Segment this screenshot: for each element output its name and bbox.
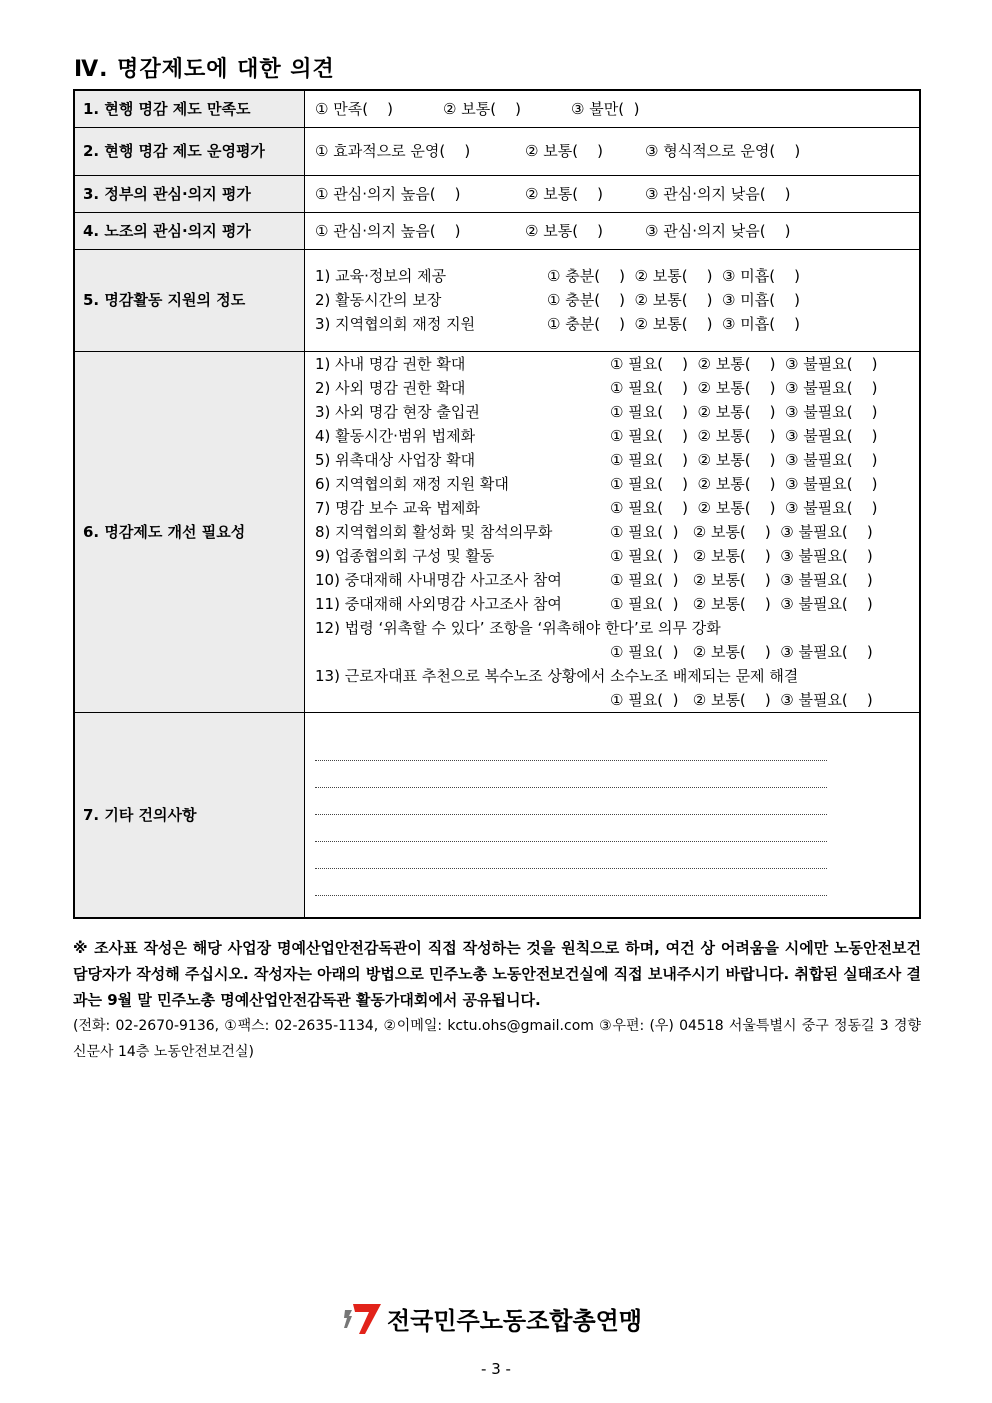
question-label: 6. 명감제도 개선 필요성 xyxy=(74,351,305,712)
sub-item-choices[interactable]: ① 필요( ) ② 보통( ) ③ 불필요( ) xyxy=(610,450,878,469)
instruction-note xyxy=(73,935,921,1065)
section-title: Ⅳ. 명감제도에 대한 의견 xyxy=(74,57,335,82)
option-2[interactable]: ② 보통( ) xyxy=(525,184,603,203)
option-3[interactable]: ③ 관심·의지 낮음( ) xyxy=(645,221,791,240)
option-3[interactable]: ③ 형식적으로 운영( ) xyxy=(645,142,801,160)
sub-item-label: 5) 위촉대상 사업장 확대 xyxy=(315,450,476,469)
sub-item xyxy=(315,264,909,288)
sub-item-label: 3) 사외 명감 현장 출입권 xyxy=(315,402,480,421)
sub-item-label: 11) 중대재해 사외명감 사고조사 참여 xyxy=(315,594,562,613)
sub-item-choices[interactable]: ① 필요( ) ② 보통( ) ③ 불필요( ) xyxy=(610,426,878,445)
sub-item xyxy=(315,544,909,568)
sub-item xyxy=(315,400,909,424)
writing-line[interactable] xyxy=(315,815,827,842)
answer-cell xyxy=(305,175,921,212)
page-number: - 3 - xyxy=(481,1360,511,1378)
answer-cell xyxy=(305,249,921,351)
answer-cell xyxy=(305,351,921,712)
sub-item-label: 4) 활동시간·범위 법제화 xyxy=(315,426,476,445)
sub-item-label: 1) 교육·정보의 제공 xyxy=(315,267,447,285)
sub-item-12-choices[interactable]: ① 필요( ) ② 보통( ) ③ 불필요( ) xyxy=(610,642,873,661)
sub-item-label: 8) 지역협의회 활성화 및 참석의무화 xyxy=(315,522,553,541)
question-label: 5. 명감활동 지원의 정도 xyxy=(74,249,305,351)
question-row-6 xyxy=(74,351,920,712)
sub-item xyxy=(315,496,909,520)
option-3[interactable]: ③ 관심·의지 낮음( ) xyxy=(645,184,791,203)
writing-line[interactable] xyxy=(315,788,827,815)
question-row-4 xyxy=(74,212,920,249)
sub-item-choices[interactable]: ① 필요( ) ② 보통( ) ③ 불필요( ) xyxy=(610,474,878,493)
answer-cell xyxy=(305,127,921,175)
writing-line[interactable] xyxy=(315,761,827,788)
sub-item xyxy=(315,568,909,592)
sub-item xyxy=(315,448,909,472)
sub-item-choices[interactable]: ① 충분( ) ② 보통( ) ③ 미흡( ) xyxy=(547,267,800,285)
question-label: 3. 정부의 관심·의지 평가 xyxy=(74,175,305,212)
answer-cell xyxy=(305,212,921,249)
question-row-3 xyxy=(74,175,920,212)
option-2[interactable]: ② 보통( ) xyxy=(525,221,603,240)
sub-item-13-choices[interactable]: ① 필요( ) ② 보통( ) ③ 불필요( ) xyxy=(610,690,873,709)
kctu-logo xyxy=(343,1298,642,1338)
option-1[interactable]: ① 효과적으로 운영( ) xyxy=(315,142,471,160)
question-label: 7. 기타 건의사항 xyxy=(74,712,305,918)
sub-item-choices[interactable]: ① 필요( ) ② 보통( ) ③ 불필요( ) xyxy=(610,546,873,565)
sub-item-choices[interactable]: ① 충분( ) ② 보통( ) ③ 미흡( ) xyxy=(547,291,800,309)
sub-item-label: 2) 활동시간의 보장 xyxy=(315,291,442,309)
sub-item xyxy=(315,288,909,312)
option-1[interactable]: ① 만족( ) xyxy=(315,99,393,118)
sub-item-choices[interactable]: ① 필요( ) ② 보통( ) ③ 불필요( ) xyxy=(610,522,873,541)
sub-item-choices[interactable]: ① 필요( ) ② 보통( ) ③ 불필요( ) xyxy=(610,378,878,397)
logo-text: 전국민주노동조합총연맹 xyxy=(387,1306,643,1335)
sub-item-label: 1) 사내 명감 권한 확대 xyxy=(315,354,466,373)
contact-info: (전화: 02-2670-9136, ①팩스: 02-2635-1134, ②이메일: kctu.ohs@gmail.com ③우편: (우) 04518 서울특별시 중구 정동길 3 경향신문사 14층 노동안전보건실) xyxy=(73,1018,921,1060)
sub-item xyxy=(315,312,909,336)
sub-item xyxy=(315,472,909,496)
writing-line[interactable] xyxy=(315,869,827,896)
sub-item-choices[interactable]: ① 필요( ) ② 보통( ) ③ 불필요( ) xyxy=(610,354,878,373)
writing-line[interactable] xyxy=(315,842,827,869)
sub-item-label: 9) 업종협의회 구성 및 활동 xyxy=(315,546,495,565)
question-row-1 xyxy=(74,90,920,127)
option-2[interactable]: ② 보통( ) xyxy=(525,142,603,160)
sub-item-label: 2) 사외 명감 권한 확대 xyxy=(315,378,466,397)
sub-item-label: 6) 지역협의회 재정 지원 확대 xyxy=(315,474,509,493)
sub-item xyxy=(315,424,909,448)
sub-item xyxy=(315,520,909,544)
sub-item-12-text: 12) 법령 ‘위촉할 수 있다’ 조항을 ‘위촉해야 한다’로 의무 강화 xyxy=(315,618,721,637)
sub-item-label: 7) 명감 보수 교육 법제화 xyxy=(315,498,480,517)
sub-item-choices[interactable]: ① 필요( ) ② 보통( ) ③ 불필요( ) xyxy=(610,594,873,613)
option-1[interactable]: ① 관심·의지 높음( ) xyxy=(315,184,461,203)
sub-item-13-text: 13) 근로자대표 추천으로 복수노조 상황에서 소수노조 배제되는 문제 해결 xyxy=(315,666,799,685)
kctu-emblem-icon xyxy=(343,1298,383,1338)
option-1[interactable]: ① 관심·의지 높음( ) xyxy=(315,221,461,240)
instruction-text: ※ 조사표 작성은 해당 사업장 명예산업안전감독관이 직접 작성하는 것을 원칙으로 하며, 여건 상 어려움을 시에만 노동안전보건 담당자가 작성해 주십시오. 작성자는 아래의 방법으로 민주노총 노동안전보건실에 직접 보내주시기 바랍니다. 취합된 실태조사 결과는 9월 말 민주노총 명예산업안전감독관 활동가대회에서 공유됩니다. xyxy=(73,939,921,1009)
question-row-5 xyxy=(74,249,920,351)
sub-item-label: 3) 지역협의회 재정 지원 xyxy=(315,315,476,333)
option-3[interactable]: ③ 불만( ) xyxy=(571,99,640,118)
sub-item-label: 10) 중대재해 사내명감 사고조사 참여 xyxy=(315,570,562,589)
sub-item-choices[interactable]: ① 충분( ) ② 보통( ) ③ 미흡( ) xyxy=(547,315,800,333)
question-row-7 xyxy=(74,712,920,918)
question-label: 2. 현행 명감 제도 운영평가 xyxy=(74,127,305,175)
question-label: 1. 현행 명감 제도 만족도 xyxy=(74,90,305,127)
suggestion-area[interactable] xyxy=(305,712,921,918)
survey-table xyxy=(73,89,921,919)
writing-line[interactable] xyxy=(315,734,827,761)
sub-item xyxy=(315,592,909,616)
sub-item xyxy=(315,376,909,400)
sub-item xyxy=(315,352,909,376)
sub-item-choices[interactable]: ① 필요( ) ② 보통( ) ③ 불필요( ) xyxy=(610,498,878,517)
question-label: 4. 노조의 관심·의지 평가 xyxy=(74,212,305,249)
answer-cell xyxy=(305,90,921,127)
sub-item-choices[interactable]: ① 필요( ) ② 보통( ) ③ 불필요( ) xyxy=(610,570,873,589)
question-row-2 xyxy=(74,127,920,175)
option-2[interactable]: ② 보통( ) xyxy=(443,99,521,118)
sub-item-choices[interactable]: ① 필요( ) ② 보통( ) ③ 불필요( ) xyxy=(610,402,878,421)
